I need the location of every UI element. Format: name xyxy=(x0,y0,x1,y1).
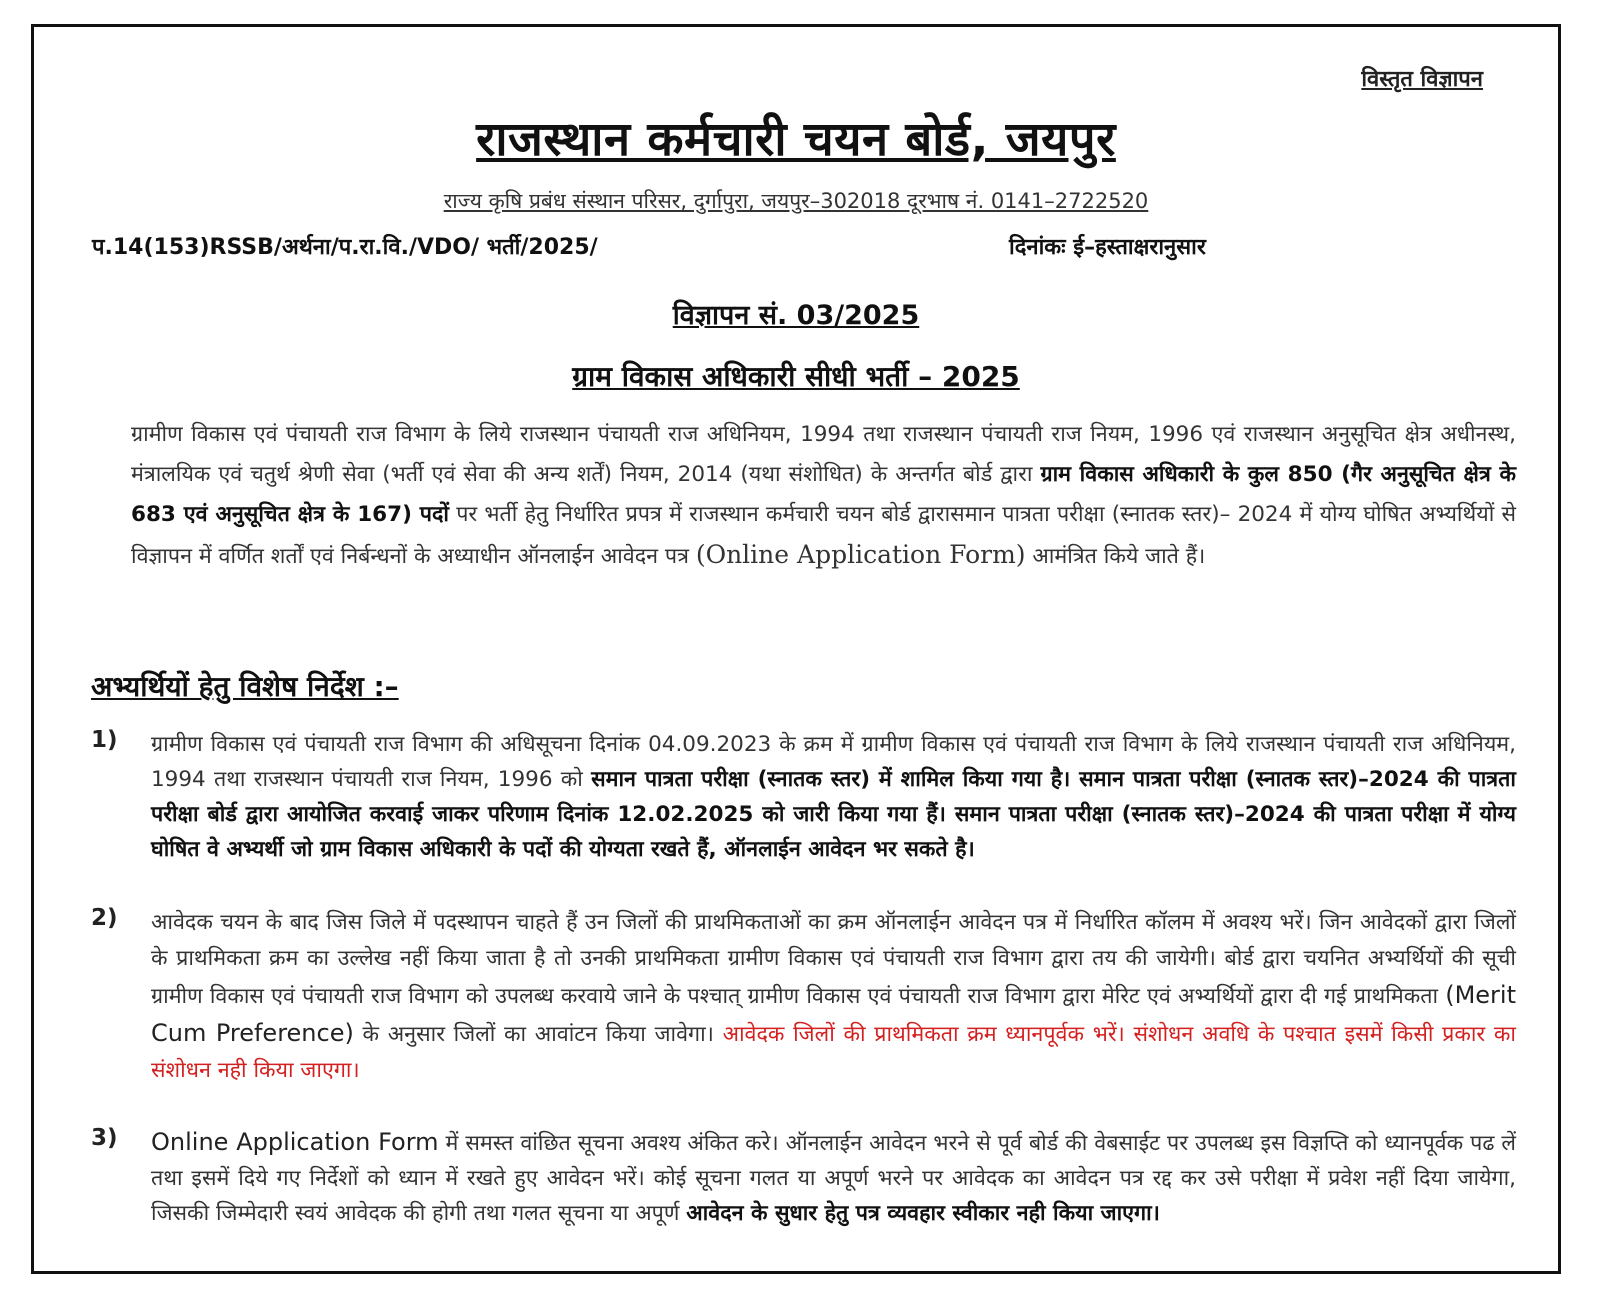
instructions-heading: अभ्यर्थियों हेतु विशेष निर्देश :– xyxy=(91,670,399,703)
advertisement-number: विज्ञापन सं. 03/2025 xyxy=(672,300,920,331)
intro-paragraph xyxy=(131,415,1516,577)
board-title: राजस्थान कर्मचारी चयन बोर्ड, जयपुर xyxy=(476,112,1116,167)
instruction-english-term: (Merit Cum Preference) xyxy=(151,981,1516,1047)
intro-english-term: (Online Application Form) xyxy=(695,540,1026,569)
notice-document xyxy=(31,24,1561,1274)
instruction-body xyxy=(151,727,1516,867)
detailed-advertisement-tag: विस्तृत विज्ञापन xyxy=(1361,67,1483,92)
board-address: राज्य कृषि प्रबंध संस्थान परिसर, दुर्गापुरा, जयपुर–302018 दूरभाष नं. 0141–2722520 xyxy=(443,189,1149,213)
instruction-item xyxy=(91,1125,1516,1231)
instruction-number: 3) xyxy=(91,1125,118,1151)
instruction-text: आवेदक चयन के बाद जिस जिले में पदस्थापन चाहते हैं उन जिलों की प्राथमिकताओं का क्रम ऑनलाईन आवेदन पत्र में निर्धारित कॉलम में अवश्य भरें। जिन आवेदकों द्वारा जिलों के प्राथमिकता क्रम का उल्लेख नहीं किया जाता है तो उनकी प्राथमिकता ग्रामीण विकास एवं पंचायती राज विभाग द्वारा तय की जायेगी। बोर्ड द्वारा चयनित अभ्यर्थियों की सूची ग्रामीण विकास एवं पंचायती राज विभाग को उपलब्ध करवाये जाने के पश्चात् ग्रामीण विकास एवं पंचायती राज विभाग द्वारा मेरिट एवं अभ्यर्थियों द्वारा दी गई प्राथमिकता xyxy=(151,910,1516,1009)
intro-bold-posts: ग्राम विकास अधिकारी के कुल 850 (गैर अनुसूचित क्षेत्र के 683 एवं अनुसूचित क्षेत्र के 167) पदों xyxy=(131,462,1516,527)
reference-number: प.14(153)RSSB/अर्थना/प.रा.वि./VDO/ भर्ती/2025/ xyxy=(92,235,598,260)
instruction-number: 1) xyxy=(91,727,118,753)
instruction-text: में समस्त वांछित सूचना अवश्य अंकित करे। ऑनलाईन आवेदन भरने से पूर्व बोर्ड की वेबसाईट पर उपलब्ध इस विज्ञप्ति को ध्यानपूर्वक पढ लें तथा इसमें दिये गए निर्देशों को ध्यान में रखते हुए आवेदन भरें। कोई सूचना गलत या अपूर्ण भरने पर आवेदक का आवेदन पत्र रद्द कर उसे परीक्षा में प्रवेश नहीं दिया जायेगा, जिसकी जिम्मेदारी स्वयं आवेदक की होगी तथा गलत सूचना या अपूर्ण xyxy=(151,1131,1516,1226)
instruction-text: ग्रामीण विकास एवं पंचायती राज विभाग की अधिसूचना दिनांक 04.09.2023 के क्रम में ग्रामीण विकास एवं पंचायती राज विभाग के लिये राजस्थान पंचायती राज अधिनियम, 1994 तथा राजस्थान पंचायती राज नियम, 1996 को xyxy=(151,732,1516,792)
instruction-number: 2) xyxy=(91,905,118,931)
instruction-item xyxy=(91,727,1516,867)
instruction-red-warning: आवेदक जिलों की प्राथमिकता क्रम ध्यानपूर्वक भरें। संशोधन अवधि के पश्चात इसमें किसी प्रकार का संशोधन नही किया जाएगा। xyxy=(151,1022,1516,1083)
intro-text-2: पर भर्ती हेतु निर्धारित प्रपत्र में राजस्थान कर्मचारी चयन बोर्ड द्वारासमान पात्रता परीक्षा (स्नातक स्तर)– 2024 में योग्य घोषित अभ्यर्थियों से विज्ञापन में वर्णित शर्तों एवं निर्बन्धनों के अध्याधीन ऑनलाईन आवेदन पत्र xyxy=(131,502,1517,569)
date-line: दिनांकः ई–हस्ताक्षरानुसार xyxy=(1009,235,1206,260)
instruction-text-2: के अनुसार जिलों का आवांटन किया जावेगा। xyxy=(353,1022,723,1047)
intro-text-1: ग्रामीण विकास एवं पंचायती राज विभाग के लिये राजस्थान पंचायती राज अधिनियम, 1994 तथा राजस्थान पंचायती राज नियम, 1996 एवं राजस्थान अनुसूचित क्षेत्र अधीनस्थ, मंत्रालयिक एवं चतुर्थ श्रेणी सेवा (भर्ती एवं सेवा की अन्य शर्तें) नियम, 2014 (यथा संशोधित) के अन्तर्गत बोर्ड द्वारा xyxy=(131,422,1516,487)
instruction-body xyxy=(151,905,1516,1089)
instruction-item xyxy=(91,905,1516,1089)
advertisement-subject: ग्राम विकास अधिकारी सीधी भर्ती – 2025 xyxy=(572,360,1020,393)
instruction-english-term: Online Application Form xyxy=(151,1128,439,1156)
instruction-body xyxy=(151,1125,1516,1231)
instruction-bold-text: आवेदन के सुधार हेतु पत्र व्यवहार स्वीकार नही किया जाएगा। xyxy=(686,1201,1160,1226)
instruction-bold-text: समान पात्रता परीक्षा (स्नातक स्तर) में शामिल किया गया है। समान पात्रता परीक्षा (स्नातक स्तर)–2024 की पात्रता परीक्षा बोर्ड द्वारा आयोजित करवाई जाकर परिणाम दिनांक 12.02.2025 को जारी किया गया हैं। समान पात्रता परीक्षा (स्नातक स्तर)–2024 की पात्रता परीक्षा में योग्य घोषित वे अभ्यर्थी जो ग्राम विकास अधिकारी के पदों की योग्यता रखते हैं, ऑनलाईन आवेदन भर सकते है। xyxy=(151,767,1516,862)
intro-text-3: आमंत्रित किये जाते हैं। xyxy=(1025,544,1206,569)
